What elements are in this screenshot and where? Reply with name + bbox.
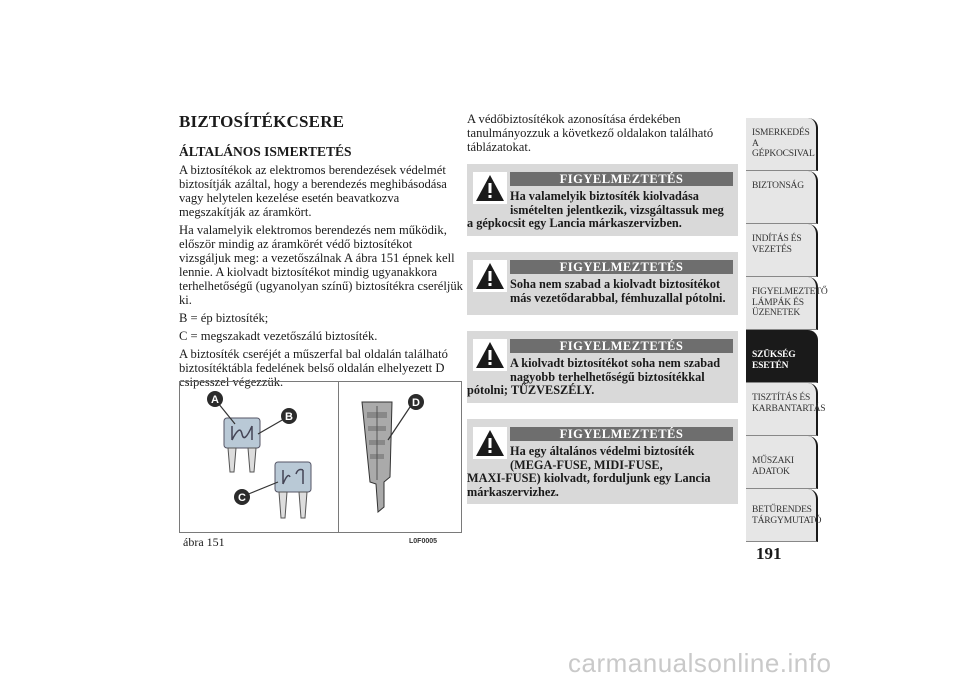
label-d: D: [412, 397, 420, 409]
warning-box: [467, 331, 738, 403]
warning-title: FIGYELMEZTETÉS: [510, 339, 733, 353]
warning-line: nagyobb terhelhetőségű biztosítékkal: [510, 369, 705, 384]
warning-text: [467, 445, 735, 499]
sidebar-tab-label: INDÍTÁS ÉS VEZETÉS: [752, 234, 802, 255]
warning-text: [467, 278, 735, 305]
warning-box: [467, 419, 738, 504]
warning-line: pótolni; TŰZVESZÉLY.: [467, 383, 595, 397]
sidebar-tab-muszaki[interactable]: [746, 436, 818, 489]
figure-code: L0F0005: [409, 538, 438, 545]
label-a-marker: [207, 391, 223, 407]
fuse-figure: [179, 381, 462, 533]
warning-line: MAXI-FUSE) kiolvadt, forduljunk egy Lancia márkaszervizhez.: [467, 471, 711, 499]
warning-line: Ha egy általános védelmi biztosíték: [510, 444, 695, 458]
figure-caption: ábra 151: [183, 535, 225, 549]
intact-fuse-drawing: [224, 418, 260, 472]
sidebar-tab-szukseg[interactable]: [746, 330, 818, 383]
sidebar-tab-label: MŰSZAKI ADATOK: [752, 456, 794, 477]
right-column: [467, 112, 739, 154]
sidebar-tab-label: ISMERKEDÉS A GÉPKOCSIVAL: [752, 128, 815, 159]
sidebar-tab-tisztitas[interactable]: [746, 383, 826, 436]
sidebar-tab-label: BIZTONSÁG: [752, 181, 804, 191]
fuse-illustration: [180, 382, 463, 534]
warning-line: a gépkocsit egy Lancia márkaszervizben.: [467, 216, 682, 230]
warning-line: A kiolvadt biztosítékot soha nem szabad: [510, 356, 721, 370]
label-b-marker: [281, 408, 297, 424]
page-number: 191: [756, 544, 782, 563]
label-b: B: [285, 411, 293, 423]
sidebar-tab-targymutato[interactable]: [746, 489, 822, 542]
paragraph: A biztosítékok az elektromos berendezések védelmét biztosítják azáltal, hogy a berendezés meghibásodása vagy helytelen kezelése esetén beavatkozva megszakítják az áramkört.: [179, 163, 447, 219]
tweezers-drawing: [362, 402, 392, 512]
blown-fuse-drawing: [275, 462, 311, 518]
sidebar-tab-label: FIGYELMEZTETŐ LÁMPÁK ÉS ÜZENETEK: [752, 287, 828, 318]
warning-box: [467, 252, 738, 315]
sidebar-tab-label: SZÜKSÉG ESETÉN: [752, 350, 796, 371]
paragraph: A biztosíték cseréjét a műszerfal bal oldalán található biztosítéktábla fedelének belső oldalán elhelyezett D csipesszel végezzük.: [179, 347, 448, 389]
section-subtitle: ÁLTALÁNOS ISMERTETÉS: [179, 144, 352, 159]
label-a: A: [211, 394, 219, 406]
warning-title: FIGYELMEZTETÉS: [510, 427, 733, 441]
warning-text: [467, 357, 735, 398]
sidebar-tab-label: BETŰRENDES TÁRGYMUTATÓ: [752, 505, 822, 526]
warning-line: Soha nem szabad a kiolvadt biztosítékot: [510, 277, 721, 291]
warning-title: FIGYELMEZTETÉS: [510, 172, 733, 186]
page-title: BIZTOSÍTÉKCSERE: [179, 112, 345, 131]
label-c-marker: [234, 489, 250, 505]
warning-line: ismételten jelentkezik, vizsgáltassuk meg: [510, 202, 724, 217]
sidebar-tab-biztonsag[interactable]: [746, 171, 818, 224]
intro-paragraph: A védőbiztosítékok azonosítása érdekében tanulmányozzuk a következő oldalakon található táblázatokat.: [467, 112, 714, 154]
left-column: [179, 112, 463, 393]
sidebar-tab-figyelmezteto[interactable]: [746, 277, 828, 330]
warning-text: [467, 190, 735, 231]
warning-line: (MEGA-FUSE, MIDI-FUSE,: [510, 457, 663, 472]
paragraph: Ha valamelyik elektromos berendezés nem működik, először mindig az áramkörét védő biztosítékot vizsgáljuk meg: a vezetőszálnak A ábra 151 épnek kell lennie. A kiolvadt biztosítékot mindig ugyanakkora terhelhetőségű (ugyanolyan színű) biztosítékra cseréljük ki.: [179, 223, 463, 307]
paragraph: C = megszakadt vezetőszálú biztosíték.: [179, 329, 378, 343]
warning-line: Ha valamelyik biztosíték kiolvadása: [510, 189, 699, 203]
sidebar-tab-inditas[interactable]: [746, 224, 818, 277]
warning-title: FIGYELMEZTETÉS: [510, 260, 733, 274]
sidebar-tab-label: TISZTÍTÁS ÉS KARBANTARTÁS: [752, 393, 826, 414]
warning-line: más vezetődarabbal, fémhuzallal pótolni.: [510, 290, 726, 305]
paragraph: B = ép biztosíték;: [179, 311, 269, 325]
watermark: carmanualsonline.info: [568, 648, 832, 678]
figure-divider: [338, 381, 339, 533]
label-c: C: [238, 492, 246, 504]
label-d-marker: [408, 394, 424, 410]
warning-box: [467, 164, 738, 236]
sidebar-tab-ismerkedes[interactable]: [746, 118, 818, 171]
